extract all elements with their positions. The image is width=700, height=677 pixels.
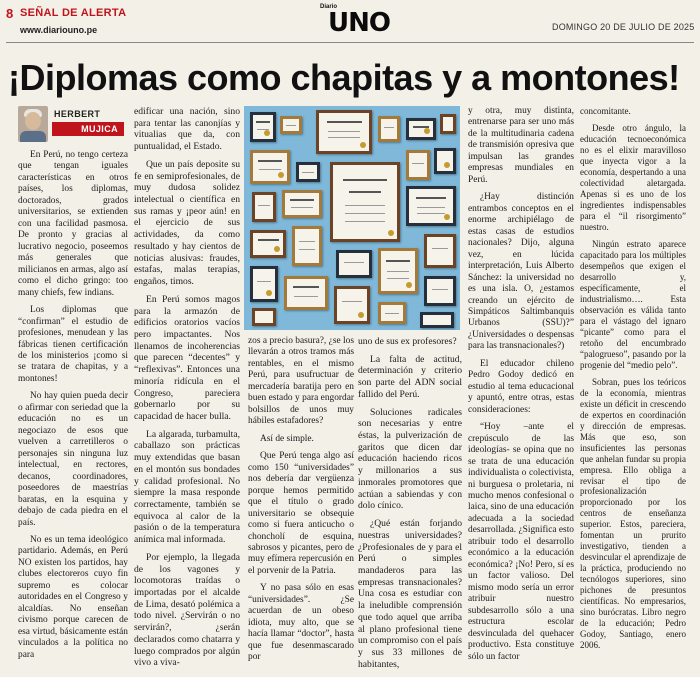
paragraph: No es un tema ideológico partidario. Además, en Perú NO existen los partidos, hay clubes electoreros cuyo fin supremo es colocar autoridades en el Congreso y alcaldías. No enseñan civismo porque carecen de esa virtud, básicamente están vinculados a la política no para: [18, 535, 128, 660]
paragraph: Que Perú tenga algo así como 150 “universidades” nos debería dar vergüenza porque hemos permitido que el título o grado universitario se obsequie como si fuera anticucho o choncholí de esquina, sabrosos y picantes, pero de muy efímera repercusión en el porvenir de la Patria.: [248, 451, 354, 576]
paragraph: “Hoy –ante el crepúsculo de las ideologías- se opina que no se trata de una educación individualista o colectivista, ni burguesa o proletaria, ni mucho menos confesional o laica, sino de una educación adecuada a la sociedad desarrollada. ¿Significa esto atribuir todo el desarrollo económico a la educación económica? ¡No! Pero, sí es un factor valioso. Del mismo modo sería un error atribuir nuestro subdesarrollo sólo a una estructura escolar desvinculada del quehacer productivo. Esta constituye sólo un factor: [468, 422, 574, 662]
paragraph: Que un país deposite su fe en semiprofesionales, de muy dudosa solidez intelectual o científica en sus ramas y ¡peor aún! en el ejercicio de sus actividades, da como resultado y hay cientos de noticias alusivas: fraudes, estafas, malas terapias, engaños, timos.: [134, 158, 240, 288]
article-column-2: [134, 106, 240, 672]
page-number: 8: [6, 6, 14, 21]
paragraph: Soluciones radicales son necesarias y entre éstas, la pulverización de garitos que dicen dar educación haciendo ricos y millonarios a sus inmorales promotores que actúan a sabiendas y con dolo cínico.: [358, 406, 462, 512]
paragraph: y otra, muy distinta, entrenarse para ser uno más de la multitudinaria cadena de transmisión opresiva que impulsan las grandes empresas mundiales en Perú.: [468, 106, 574, 185]
paragraph: El educador chileno Pedro Godoy dedicó en estudio al tema educacional y apuntó, entre otras, estas consideraciones:: [468, 358, 574, 415]
paragraph: zos a precio basura?, ¿se los llevarán a otros tramos más rentables, en el mismo Perú, para usufructuar de mercadería baratija pero en buen estado y para engordar bolsillos de unos muy hábiles estafadores?: [248, 336, 354, 427]
header-divider: [6, 42, 694, 43]
issue-date: DOMINGO 20 DE JULIO DE 2025: [552, 22, 695, 32]
article-column-6: [580, 106, 686, 672]
article-column-5: [468, 106, 574, 672]
article-column-1: [18, 150, 128, 670]
paragraph: En Perú somos magos para la armazón de edificios oratorios vacíos pero impactantes. Nos llenamos de incoherencias que parecen “decentes” y “reflexivas”. Entonces una minoría ridícula en el Congreso, pareciera gobernarlo por su capacidad de hacer bulla.: [134, 293, 240, 422]
paragraph: ¿Hay distinción entrambos conceptos en el enorme archipiélago de estas casas de estudios nacionales? Dijo, alguna vez, en lúcida interpretación, Luis Alberto Sánchez: la universidad no es una isla. O, ¿estamos creando un ejército de Simpáticos Saltimbanquis Urbanos (SSU)?” ¿Universidades o despensas para las transnacionales?): [468, 192, 574, 352]
paragraph: La algarada, turbamulta, caballazo son prácticas muy extendidas que basan en el montón sus bondades y calidad profesional. No siempre la masa responde correctamente, también se equivoca al calor de la pasión o de la temperatura anímica mal informada.: [134, 428, 240, 546]
site-url: www.diariouno.pe: [20, 25, 98, 35]
paragraph: No hay quien pueda decir o afirmar con seriedad que la educación no es un negociazo de esos que vuelven a carretilleros o personajes sin ninguna luz intelectual, en rectores, decanos, coordinadores, poseedores de maestrías baratas, en la esquina y debajo de cada piedra en el país.: [18, 391, 128, 528]
paragraph: concomitante.: [580, 106, 631, 116]
paragraph: Sobran, pues los teóricos de la economía, mientras existe un déficit in crescendo de expertos en coordinación y dirección de empresas. Más que eso, son insuficientes las personas que anhelan fundar su propia empresa. Ello obliga a revisar el tipo de profesionalización proporcionado por los centros de enseñanza superior. Estos, pareciera, fomentan un prurito investigativo, tienden a desvincular el aprendizaje de la práctica, produciendo no tecnólogos superiores, sino pichones de presuntos científicas. No empresarios, sino burócratas. Libro negro de la educación; Pedro Godoy, Santiago, enero 2006.: [580, 376, 686, 651]
author-byline: [18, 106, 124, 144]
paragraph: La falta de actitud, determinación y criterio son parte del ADN social fallido del Perú.: [358, 353, 462, 400]
article-column-3: [248, 336, 354, 672]
author-first-name: HERBERT: [54, 109, 101, 119]
paragraph: Los diplomas que “confirman” el estudio de profesiones, menudean y las fábricas tienen certificación de los ministerios ¡como si se tratara de chapitas, y a montones!: [18, 305, 128, 384]
paragraph: Y no pasa sólo en esas “universidades”. ¿Se acuerdan de un obeso idiota, muy alto, que se hacía llamar “doctor”, hasta que fue desenmascarado por: [248, 583, 354, 663]
paragraph: En Perú, no tengo certeza que tengan iguales características en otros países, los diplomas, doctorados, grados universitarios, se extienden con una facilidad pasmosa. De pronto y gracias al lucrativo negocio, poseemos más generales que milicianos en armas, algo así como el dicho gringo: too many chiefs, few indians.: [18, 150, 128, 298]
article-column-4: [358, 336, 462, 672]
paragraph: Ningún estrato aparece capacitado para los múltiples desempeños que exigen el desarrollo y, específicamente, el industrialismo…. Esta observación es válida tanto para el vástago del ignaro “picante” como para el retoño del encumbrado “palogrueso”, pasando por la progenie del “medio pelo”.: [580, 238, 686, 370]
paragraph: uno de sus ex profesores?: [358, 336, 457, 347]
article-headline: ¡Diplomas como chapitas y a montones!: [8, 57, 680, 98]
author-avatar: [18, 106, 48, 142]
section-name: SEÑAL DE ALERTA: [20, 7, 127, 19]
diploma-frames-photo: [244, 106, 460, 330]
logo-kicker: Diario: [320, 4, 338, 10]
paragraph: Desde otro ángulo, la educación tecnoeconómica no es el elixir maravilloso que inyecta vigor a la economía, despertando a una colectividad aletargada. Apenas si es uno de los ingredientes indispensables para el “il risorgimento” nuestro.: [580, 122, 686, 232]
author-last-name: MUJICA: [52, 122, 124, 136]
paragraph: edificar una nación, sino para tentar las canonjías y vitualias que da, con puntualidad, el Estado.: [134, 106, 240, 153]
page-header: [0, 0, 700, 44]
newspaper-logo: [318, 4, 388, 40]
paragraph: ¿Qué están forjando nuestras universidades? ¿Profesionales de y para el Perú o simples mandaderos para las empresas transnacionales? Una cosa es estudiar con la ineludible comprensión que todo aquel que arriba al plano profesional tiene un compromiso con el país y sus 33 millones de habitantes,: [358, 518, 462, 670]
paragraph: Por ejemplo, la llegada de los vagones y locomotoras traídas o importadas por el alcalde de Lima, desató polémica a todo nivel. ¿Servirán o no servirán?, ¿serán declarados como chatarra y luego comprados por algún vivo a viva-: [134, 551, 240, 669]
logo-wordmark: UNO: [328, 8, 390, 38]
paragraph: Así de simple.: [260, 433, 314, 444]
